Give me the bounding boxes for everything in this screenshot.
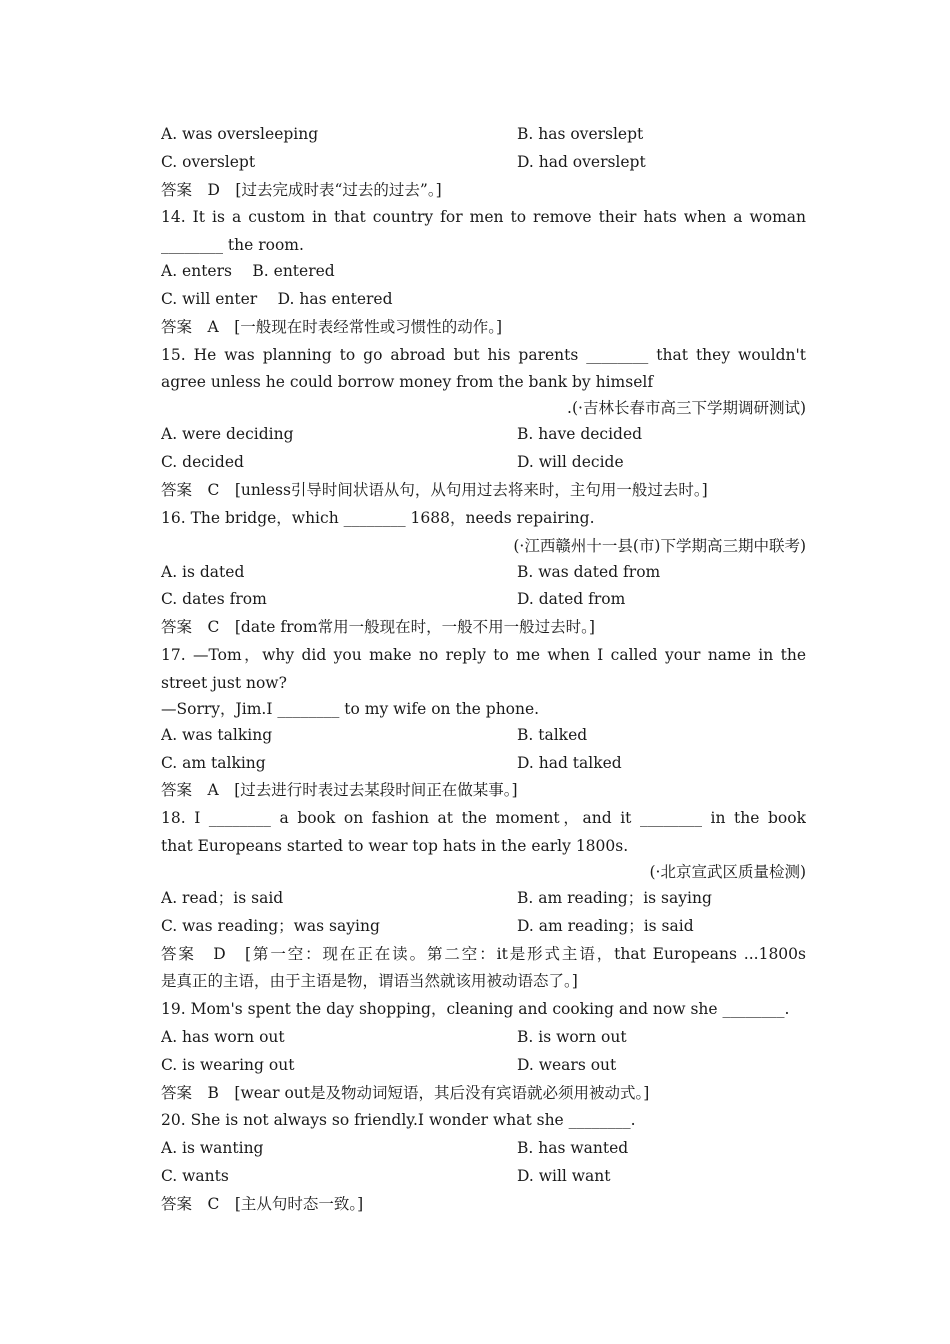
q15-option-b: B. have decided <box>517 425 643 444</box>
q20-options-row-1 <box>161 1135 806 1163</box>
q16-option-c: C. dates from <box>161 590 267 609</box>
q19-option-c: C. is wearing out <box>161 1055 295 1074</box>
q18-stem-line-2: that Europeans started to wear top hats in the early 1800s. <box>161 836 629 855</box>
q18-option-b: B. am reading；is saying <box>517 888 712 907</box>
q16-source: (·江西赣州十一县(市)下学期高三期中联考) <box>513 536 806 555</box>
q15-stem-line-2: agree unless he could borrow money from the bank by himself <box>161 373 654 392</box>
q20-option-a: A. is wanting <box>161 1139 264 1158</box>
q13-option-d: D. had overslept <box>517 152 646 171</box>
q14-options-row-1: A. enters B. entered <box>161 262 335 281</box>
q14-stem-line-1: 14. It is a custom in that country for men to remove their hats when a woman <box>161 208 806 227</box>
q20-option-b: B. has wanted <box>517 1139 629 1158</box>
q20-options-row-2 <box>161 1163 806 1191</box>
q15-option-a: A. were deciding <box>161 425 294 444</box>
q18-option-d: D. am reading；is said <box>517 916 694 935</box>
q15-options-row-1 <box>161 421 806 449</box>
q17-option-d: D. had talked <box>517 753 622 772</box>
q16-option-b: B. was dated from <box>517 562 661 581</box>
q20-stem-line-1: 20. She is not always so friendly.I wonder what she ________. <box>161 1111 636 1130</box>
q16-option-a: A. is dated <box>161 562 245 581</box>
q18-option-a: A. read；is said <box>161 888 284 907</box>
q20-option-c: C. wants <box>161 1166 229 1185</box>
q18-options-row-2 <box>161 913 806 941</box>
q15-option-d: D. will decide <box>517 453 624 472</box>
q17-option-b: B. talked <box>517 725 588 744</box>
q13-option-b: B. has overslept <box>517 125 644 143</box>
q14-options-row-2: C. will enter D. has entered <box>161 289 393 308</box>
q17-stem-line-2: street just now? <box>161 673 287 692</box>
q13-options-row-1 <box>161 121 806 149</box>
q17-options-row-1 <box>161 722 806 750</box>
q16-stem-line-1: 16. The bridge，which ________ 1688，needs repairing. <box>161 508 595 527</box>
q15-option-c: C. decided <box>161 453 244 472</box>
q19-option-a: A. has worn out <box>161 1027 285 1046</box>
document-page <box>161 121 806 1219</box>
q19-option-d: D. wears out <box>517 1055 617 1074</box>
q18-stem-line-1: 18. I ________ a book on fashion at the moment，and it ________ in the book <box>161 809 806 828</box>
q13-answer: 答案 D [过去完成时表“过去的过去”。] <box>161 180 442 199</box>
q16-answer: 答案 C [date from常用一般现在时，一般不用一般过去时。] <box>161 618 595 637</box>
q19-answer: 答案 B [wear out是及物动词短语，其后没有宾语就必须用被动式。] <box>161 1083 650 1102</box>
q15-answer: 答案 C [unless引导时间状语从句，从句用过去将来时，主句用一般过去时。] <box>161 480 708 499</box>
q16-options-row-2 <box>161 586 806 614</box>
q17-stem-line-3: —Sorry，Jim.I ________ to my wife on the phone. <box>161 699 540 718</box>
q14-stem-line-2: ________ the room. <box>161 236 304 255</box>
q20-answer: 答案 C [主从句时态一致。] <box>161 1194 364 1213</box>
q13-option-c: C. overslept <box>161 152 256 171</box>
q19-stem-line-1: 19. Mom's spent the day shopping，cleaning and cooking and now she ________. <box>161 1000 790 1019</box>
q13-option-a: A. was oversleeping <box>161 125 319 143</box>
q18-answer-line-2: 是真正的主语，由于主语是物，谓语当然就该用被动语态了。] <box>161 972 578 991</box>
q17-stem-line-1: 17. —Tom，why did you make no reply to me when I called your name in the <box>161 645 806 664</box>
q17-answer: 答案 A [过去进行时表过去某段时间正在做某事。] <box>161 781 518 800</box>
q18-source: (·北京宣武区质量检测) <box>649 862 806 881</box>
q14-answer: 答案 A [一般现在时表经常性或习惯性的动作。] <box>161 317 503 336</box>
q18-option-c: C. was reading；was saying <box>161 916 380 935</box>
q17-option-c: C. am talking <box>161 753 266 772</box>
q15-options-row-2 <box>161 449 806 477</box>
q19-options-row-1 <box>161 1024 806 1052</box>
q16-option-d: D. dated from <box>517 590 626 609</box>
q15-source: .(·吉林长春市高三下学期调研测试) <box>567 399 806 418</box>
q20-option-d: D. will want <box>517 1166 611 1185</box>
q15-stem-line-1: 15. He was planning to go abroad but his parents ________ that they wouldn't <box>161 345 806 364</box>
q19-option-b: B. is worn out <box>517 1027 627 1046</box>
q17-option-a: A. was talking <box>161 725 273 744</box>
q19-options-row-2 <box>161 1052 806 1080</box>
q18-answer-line-1: 答案 D [第一空：现在正在读。第二空：it是形式主语，that Europeans ...1800s <box>161 944 806 963</box>
q13-options-row-2 <box>161 149 806 177</box>
q16-options-row-1 <box>161 559 806 587</box>
q17-options-row-2 <box>161 750 806 778</box>
q18-options-row-1 <box>161 885 806 913</box>
